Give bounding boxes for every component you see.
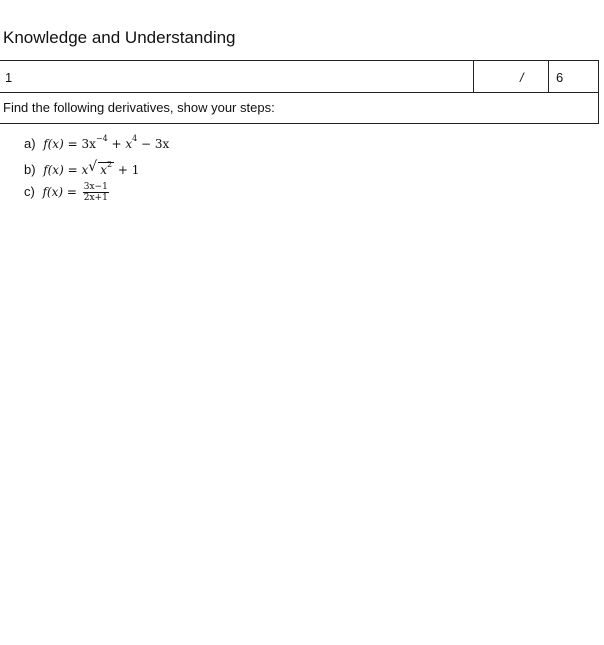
section-title: Knowledge and Understanding [3, 28, 236, 47]
question-number: 1 [5, 70, 13, 85]
total-marks: 6 [556, 70, 564, 85]
table-right-border [598, 60, 599, 123]
math-expression-a: $f(x) = 3x^{-4} + x^4 - 3x$ [43, 134, 170, 151]
item-label: b) [24, 162, 36, 177]
divider-middle [0, 92, 599, 93]
list-item-b [24, 159, 140, 177]
divider-top [0, 60, 599, 61]
list-item-a [24, 136, 169, 151]
math-expression-c: f(x) = $\frac{3x-1}{2x+1}$ [42, 182, 108, 203]
score-cell-divider-right [548, 60, 549, 92]
question-instruction: Find the following derivatives, show your steps: [3, 100, 275, 115]
divider-bottom [0, 123, 599, 124]
item-label: a) [24, 136, 36, 151]
score-cell-divider-left [473, 60, 474, 92]
math-expression-b: f(x) = x √ $x^2 + 1$ [43, 159, 140, 177]
fraction: $\frac{3x-1}{2x+1}$ [83, 182, 108, 203]
item-label: c) [24, 184, 35, 199]
list-item-c [24, 182, 109, 203]
score-separator: / [520, 70, 524, 85]
